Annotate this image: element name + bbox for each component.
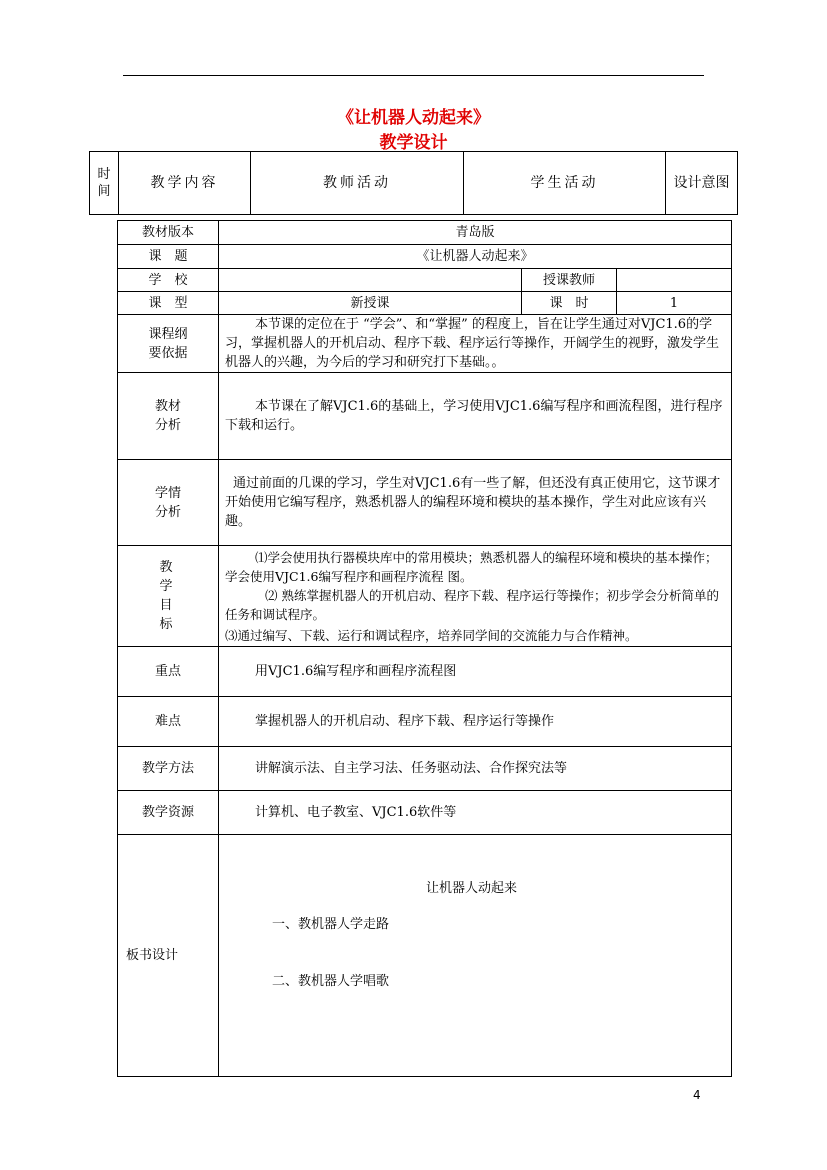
column-header-table [89,151,738,215]
school-label: 学 校 [118,269,219,292]
difficulty-text: 掌握机器人的开机启动、程序下载、程序运行等操作 [219,697,732,747]
board-item-1: 一、教机器人学走路 [272,917,390,932]
learner-text: 通过前面的几课的学习，学生对VJC1.6有一些了解，但还没有真正使用它，这节课才开始使用它编写程序，熟悉机器人的编程环境和模块的基本操作，学生对此应该有兴趣。 [219,460,732,546]
board-item-2: 二、教机器人学唱歌 [272,974,390,989]
school-value [219,269,522,292]
hours-value: 1 [617,292,732,315]
type-label: 课 型 [118,292,219,315]
board-label: 板书设计 [118,835,219,1077]
methods-label: 教学方法 [118,747,219,791]
key-label: 重点 [118,647,219,697]
lesson-plan-table [117,220,732,1077]
edition-label: 教材版本 [118,221,219,245]
goal-3: ⑶通过编写、下载、运行和调试程序，培养同学间的交流能力与合作精神。 [225,627,638,643]
header-time: 时间 [90,152,119,215]
document-subtitle: 教学设计 [379,133,448,153]
board-title: 让机器人动起来 [426,881,518,896]
edition-value: 青岛版 [219,221,732,245]
goals-label: 教学目标 [118,546,219,647]
resources-text: 计算机、电子教室、VJC1.6软件等 [219,791,732,835]
header-content: 教学内容 [119,152,251,215]
methods-text: 讲解演示法、自主学习法、任务驱动法、合作探究法等 [219,747,732,791]
page-number: 4 [693,1088,701,1102]
analysis-text: 本节课在了解VJC1.6的基础上，学习使用VJC1.6编写程序和画流程图，进行程序下载和运行。 [219,373,732,460]
difficulty-label: 难点 [118,697,219,747]
goal-2: ⑵ 熟练掌握机器人的开机启动、程序下载、程序运行等操作；初步学会分析简单的任务和调试程序。 [225,587,719,622]
basis-text: 本节课的定位在于 “学会”、和“掌握” 的程度上，旨在让学生通过对VJC1.6的学习，掌握机器人的开机启动、程序下载、程序运行等操作，开阔学生的视野，激发学生机器人的兴趣，为今后的学习和研究打下基础。。 [219,315,732,373]
key-text: 用VJC1.6编写程序和画程序流程图 [219,647,732,697]
type-value: 新授课 [219,292,522,315]
goal-1: ⑴学会使用执行器模块库中的常用模块；熟悉机器人的编程环境和模块的基本操作；学会使用VJC1.6编写程序和画程序流程 图。 [225,549,718,584]
teacher-value [617,269,732,292]
resources-label: 教学资源 [118,791,219,835]
learner-label: 学情分析 [118,460,219,546]
teacher-label: 授课教师 [522,269,617,292]
header-intent: 设计意图 [666,152,738,215]
board-design [219,835,732,1077]
basis-label: 课程纲要依据 [118,315,219,373]
header-rule [123,75,704,76]
analysis-label: 教材分析 [118,373,219,460]
document-title: 《让机器人动起来》 [337,108,490,128]
goals-text [219,546,732,647]
header-teacher: 教师活动 [251,152,464,215]
header-student: 学生活动 [464,152,666,215]
topic-value: 《让机器人动起来》 [219,245,732,269]
hours-label: 课 时 [522,292,617,315]
topic-label: 课 题 [118,245,219,269]
